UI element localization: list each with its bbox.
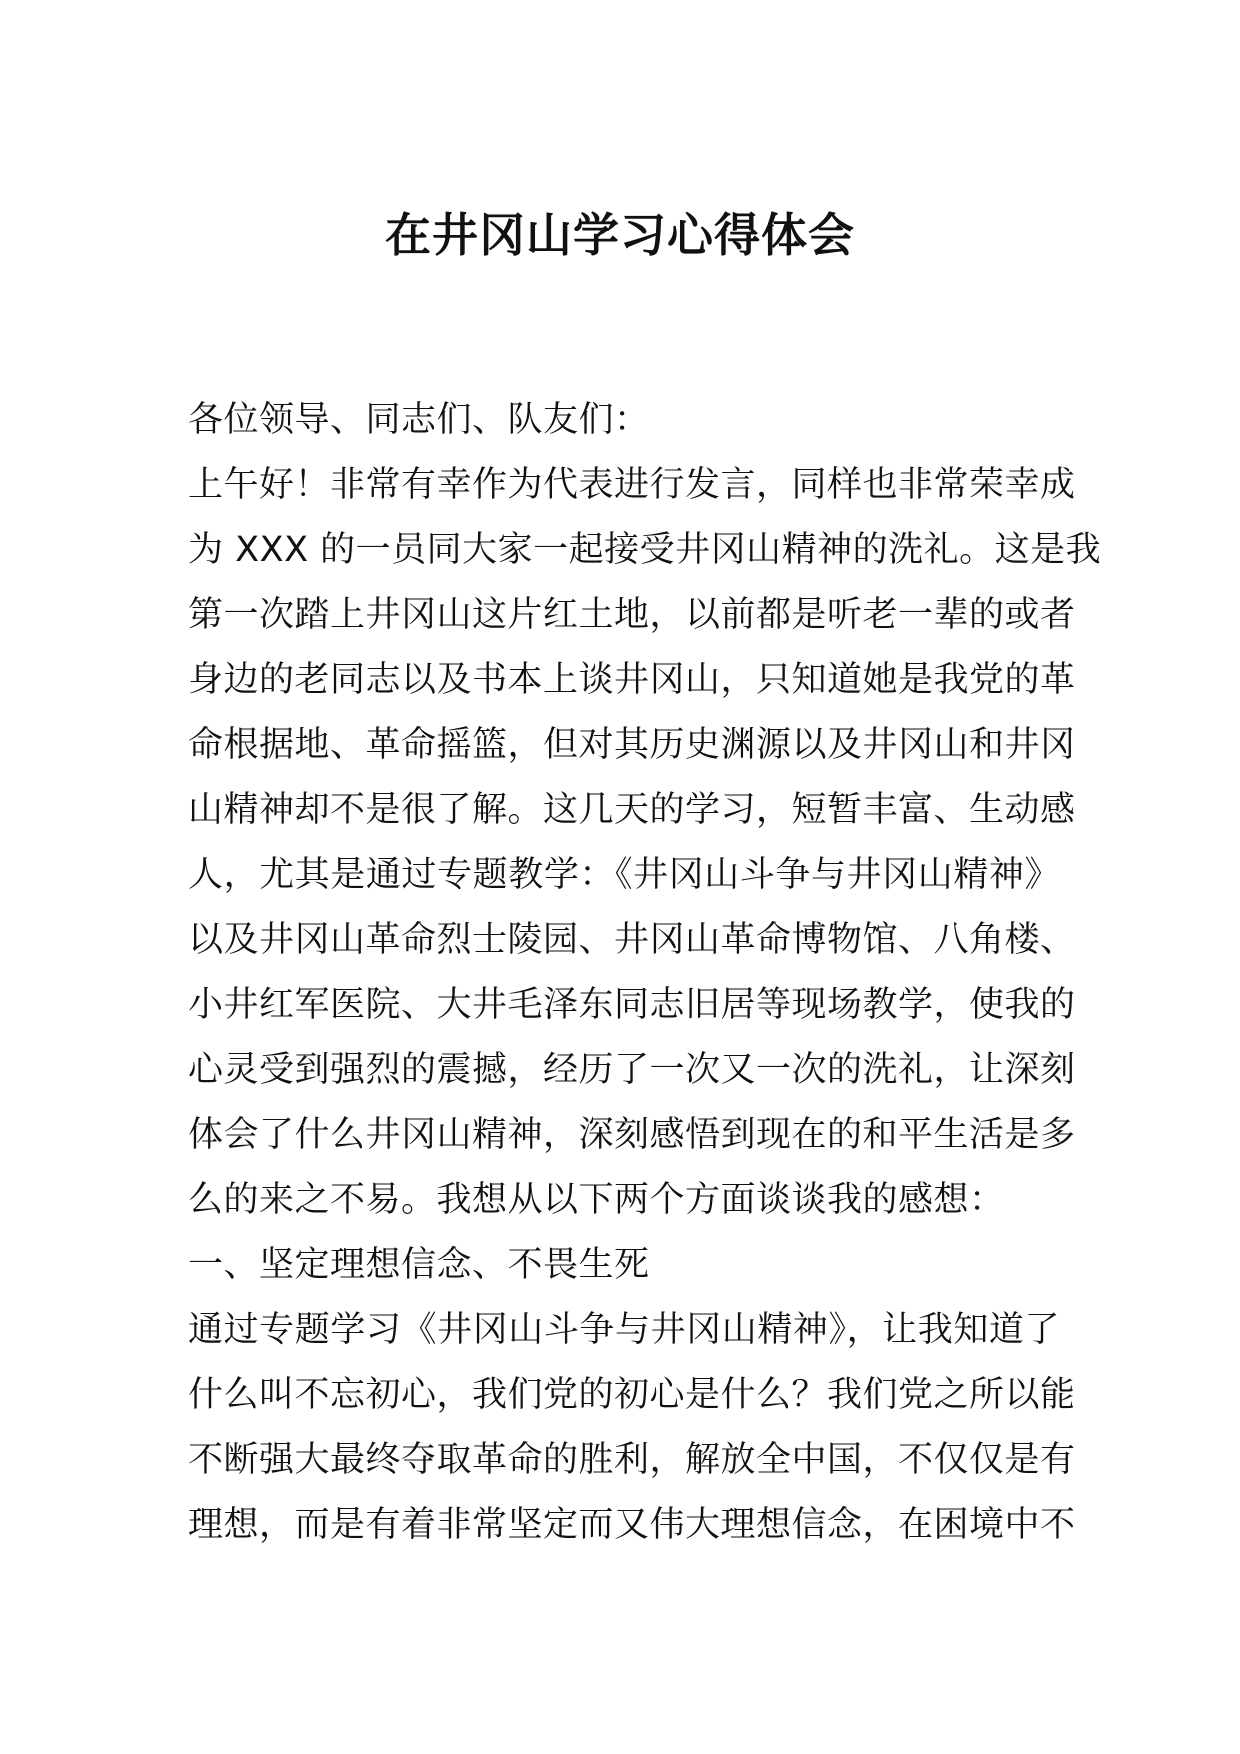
section-heading: 一、坚定理想信念、不畏生死 xyxy=(188,1245,650,1285)
paragraph-line: 通过专题学习《井冈山斗争与井冈山精神》，让我知道了 xyxy=(188,1310,1060,1350)
paragraph-line: 体会了什么井冈山精神，深刻感悟到现在的和平生活是多 xyxy=(188,1115,1076,1155)
paragraph-line: 么的来之不易。我想从以下两个方面谈谈我的感想： xyxy=(188,1180,1005,1220)
document-body xyxy=(188,388,1102,1558)
paragraph-line: 人，尤其是通过专题教学：《井冈山斗争与井冈山精神》 xyxy=(188,855,1060,895)
paragraph-line: 为 XXX 的一员同大家一起接受井冈山精神的洗礼。这是我 xyxy=(188,530,1102,570)
paragraph-line: 山精神却不是很了解。这几天的学习，短暂丰富、生动感 xyxy=(188,790,1076,830)
paragraph-line: 心灵受到强烈的震撼，经历了一次又一次的洗礼，让深刻 xyxy=(188,1050,1076,1090)
paragraph-line: 什么叫不忘初心，我们党的初心是什么？我们党之所以能 xyxy=(188,1375,1076,1415)
paragraph-line: 上午好！非常有幸作为代表进行发言，同样也非常荣幸成 xyxy=(188,465,1076,505)
paragraph-line: 身边的老同志以及书本上谈井冈山，只知道她是我党的革 xyxy=(188,660,1076,700)
paragraph-line: 理想，而是有着非常坚定而又伟大理想信念，在困境中不 xyxy=(188,1505,1076,1545)
paragraph-line: 小井红军医院、大井毛泽东同志旧居等现场教学，使我的 xyxy=(188,985,1076,1025)
paragraph-line: 命根据地、革命摇篮，但对其历史渊源以及井冈山和井冈 xyxy=(188,725,1076,765)
paragraph-line: 以及井冈山革命烈士陵园、井冈山革命博物馆、八角楼、 xyxy=(188,920,1076,960)
paragraph-line: 第一次踏上井冈山这片红土地，以前都是听老一辈的或者 xyxy=(188,595,1076,635)
document-title: 在井冈山学习心得体会 xyxy=(385,208,855,262)
paragraph-line: 不断强大最终夺取革命的胜利，解放全中国，不仅仅是有 xyxy=(188,1440,1076,1480)
salutation-line: 各位领导、同志们、队友们： xyxy=(188,400,650,440)
